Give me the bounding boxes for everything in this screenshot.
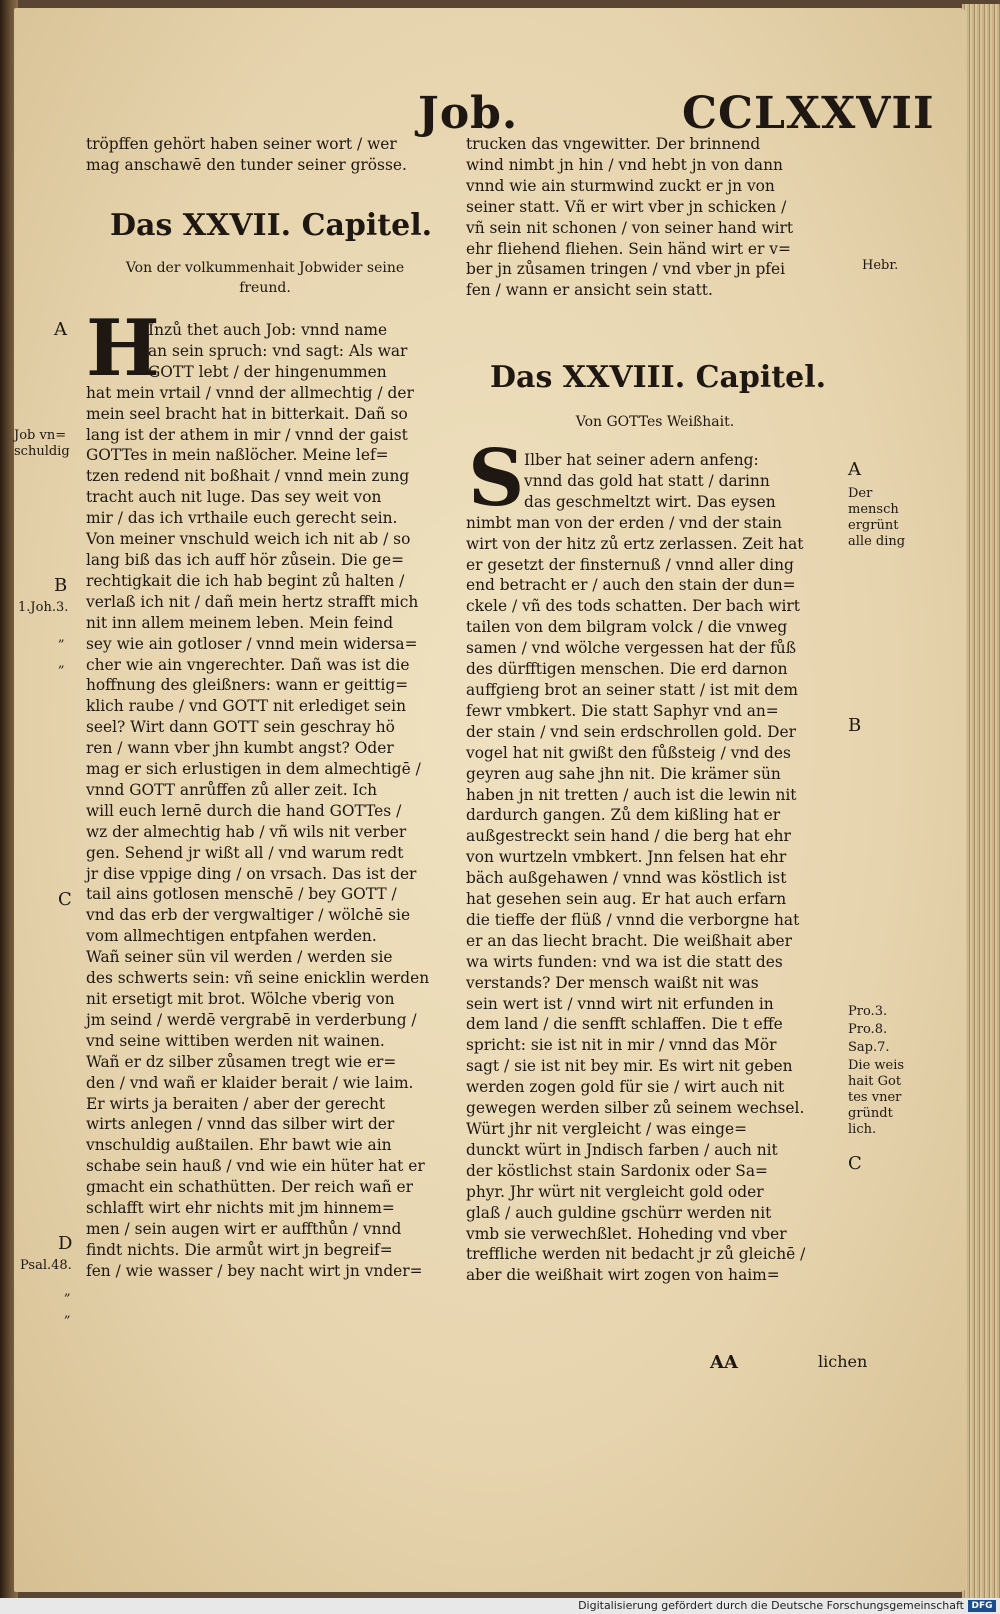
folio-number: CCLXXVII [682,88,935,139]
text-line: mag anschawē den tunder seiner grösse. [86,155,407,174]
text-line: rechtigkait die ich hab begint zů halten / [86,571,405,590]
text-line: Wañ seiner sün vil werden / werden sie [86,948,393,967]
chapter-27-heading: Das XXVII. Capitel. [110,208,433,243]
text-line: vmb sie verwechßlet. Hoheding vnd vber [466,1224,787,1243]
chapter-28-text [466,450,805,1286]
text-line: ber jn zůsamen tringen / vnd vber jn pfei [466,260,786,279]
text-line: gen. Sehend jr wißt all / vnd warum redt [86,843,404,862]
text-line: findt nichts. Die armůt wirt jn begreif= [86,1240,393,1259]
text-line: an sein spruch: vnd sagt: Als war [148,341,408,360]
running-head-title: Job. [418,88,519,139]
margin-letter-c-right: C [848,1153,862,1174]
text-line: geyren aug sahe jhn nit. Die krämer sün [466,764,781,783]
text-line: wind nimbt jn hin / vnd hebt jn von dann [466,155,783,174]
text-line: vnschuldig außtailen. Ehr bawt wie ain [86,1136,392,1155]
text-line: dunckt würt in Jndisch farben / auch nit [466,1140,778,1159]
page-edges [962,4,1000,1598]
text-line: ckele / vñ des tods schatten. Der bach wirt [466,597,800,616]
text-line: tzen redend nit boßhait / vnnd mein zung [86,467,410,486]
text-line: Würt jhr nit vergleicht / was einge= [466,1120,747,1138]
text-line: der köstlichst stain Sardonix oder Sa= [466,1161,768,1180]
text-line: wirts anlegen / vnnd das silber wirt der [86,1115,395,1134]
text-line: sey wie ain gotloser / vnnd mein widersa= [86,634,418,653]
text-line: der stain / vnd sein erdschrollen gold. Der [466,722,796,741]
text-line: er an das liecht bracht. Die weißhait aber [466,931,792,950]
text-line: verstands? Der mensch waißt nit was [466,973,759,992]
text-line: lang biß das ich auff hör zůsein. Die ge= [86,550,404,569]
chapter-28-heading: Das XXVIII. Capitel. [490,360,827,395]
text-line: vnd das erb der vergwaltiger / wölchē sie [86,906,411,925]
text-line: fewr vmbkert. Die statt Saphyr vnd an= [466,701,779,720]
signature-mark: AA [710,1352,738,1373]
text-line: treffliche werden nit bedacht jr zů gleichē / [466,1245,806,1264]
summary-line: wider seine freund. [239,260,405,296]
text-line: dem land / die senfft schlaffen. Die t effe [466,1015,783,1034]
margin-note-job-unschuldig: Job vn= schuldig [14,428,70,459]
margin-quote-mark: „ [64,1284,71,1299]
text-line: mir / das ich vrthaile euch gerecht sein. [86,509,398,528]
text-line: end betracht er / auch den stain der dun= [466,576,796,595]
text-line: tailen von dem bilgram volck / die vnweg [466,618,788,637]
margin-ref-psal: Psal.48. [20,1258,72,1273]
chapter-27-text [86,320,429,1282]
chapter-28-summary [500,412,810,432]
margin-note-weishait: Die weis hait Got tes vner gründt lich. [848,1058,905,1137]
text-line: fen / wann er ansicht sein statt. [466,281,713,300]
text-line: bäch außgehawen / vnnd was köstlich ist [466,869,787,888]
text-line: nit ersetigt mit brot. Wölche vberig von [86,990,395,1008]
margin-ref-pro-8: Pro.8. [848,1022,888,1037]
text-line: des schwerts sein: vñ seine enicklin werden [86,969,430,988]
margin-letter-b: B [54,575,68,596]
text-line: vnnd wie ain sturmwind zuckt er jn von [466,176,775,195]
text-line: tröpffen gehört haben seiner wort / wer [86,135,397,153]
text-line: hat mein vrtail / vnnd der allmechtig / der [86,383,414,402]
dfg-logo: DFG [968,1600,996,1612]
text-line: aber die weißhait wirt zogen von haim= [466,1266,780,1285]
text-line: klich raube / vnd GOTT nit erlediget sein [86,697,407,716]
text-line: vñ sein nit schonen / von seiner hand wirt [466,218,794,237]
text-line: GOTTes in mein naßlöcher. Meine lef= [86,446,389,465]
text-line: sagt / sie ist nit bey mir. Es wirt nit geben [466,1057,793,1076]
text-line: mein seel bracht hat in bitterkait. Dañ so [86,404,408,423]
text-line: haben jn nit tretten / auch ist die lewin nit [466,785,797,804]
text-line: Inzů thet auch Job: vnnd name [148,321,388,339]
text-line: glaß / auch guldine gschürr werden nit [466,1203,772,1222]
text-line: Von meiner vnschuld weich ich nit ab / so [86,530,411,549]
catchword: lichen [818,1352,868,1371]
text-line: gmacht ein schathütten. Der reich wañ er [86,1178,413,1197]
text-line: jr dise vppige ding / on vrsach. Das ist der [86,864,417,883]
text-line: Er wirts ja beraiten / aber der gerecht [86,1094,386,1113]
text-line: GOTT lebt / der hingenummen [148,362,387,381]
text-line: wa wirts funden: vnd wa ist die statt des [466,952,783,971]
text-line: lang ist der athem in mir / vnnd der gaist [86,425,408,444]
text-line: das geschmeltzt wirt. Das eysen [524,492,776,511]
text-line: ren / wann vber jhn kumbt angst? Oder [86,739,394,758]
margin-note-der-mensch: Der mensch ergrünt alle ding [848,486,906,549]
text-line: außgestreckt sein hand / die berg hat ehr [466,827,791,846]
text-line: werden zogen gold für sie / wirt auch nit [466,1078,785,1097]
margin-quote-mark: „ [58,656,65,671]
text-line: seel? Wirt dann GOTT sein geschray hö [86,718,395,737]
text-line: hoffnung des gleißners: wann er geittig= [86,676,409,695]
text-line: ehr fliehend fliehen. Sein händ wirt er v= [466,239,791,258]
margin-ref-sap-7: Sap.7. [848,1040,890,1055]
summary-line: Von GOTTes Weißhait. [575,414,735,430]
text-line: trucken das vngewitter. Der brinnend [466,135,761,153]
summary-line: Von der volkummenhait Job [125,260,323,276]
text-line: Ilber hat seiner adern anfeng: [524,451,759,469]
text-line: schabe sein hauß / vnd wie ein hüter hat er [86,1157,425,1176]
margin-letter-a-right: A [848,459,861,480]
text-line: vogel hat nit gwißt den fůßsteig / vnd des [466,743,791,762]
text-line: er gesetzt der finsternuß / vnnd aller ding [466,555,794,574]
text-line: wz der almechtig hab / vñ wils nit verber [86,822,407,841]
text-line: mag er sich erlustigen in dem almechtigē / [86,760,421,779]
text-line: spricht: sie ist nit in mir / vnnd das Mör [466,1036,777,1055]
text-line: Wañ er dz silber zůsamen tregt wie er= [86,1052,397,1071]
text-line: verlaß ich nit / dañ mein hertz strafft mich [86,592,419,611]
text-line: dardurch gangen. Zů dem kißling hat er [466,806,781,825]
text-line: schlafft wirt ehr nichts mit jm hinnem= [86,1199,395,1218]
text-line: vom allmechtigen entpfahen werden. [86,927,377,946]
margin-ref-pro-3: Pro.3. [848,1004,888,1019]
margin-letter-b-right: B [848,715,862,736]
margin-letter-a: A [54,319,67,340]
text-line: hat gesehen sein aug. Er hat auch erfarn [466,890,787,909]
text-line: die tieffe der flüß / vnnd die verborgne hat [466,910,800,929]
right-column-top [466,134,793,301]
text-line: gewegen werden silber zů seinem wechsel. [466,1099,805,1118]
text-line: fen / wie wasser / bey nacht wirt jn vnder= [86,1261,423,1280]
margin-quote-mark: „ [64,1306,71,1321]
left-column-top [86,134,407,176]
chapter-27-summary [110,258,420,298]
margin-quote-mark: „ [58,630,65,645]
text-line: tracht auch nit luge. Das sey weit von [86,488,382,507]
text-line: vnnd GOTT anrůffen zů aller zeit. Ich [86,780,378,799]
text-line: sein wert ist / vnnd wirt nit erfunden in [466,994,774,1013]
margin-letter-d: D [58,1233,73,1254]
margin-ref-1-joh: 1.Joh.3. [18,600,69,615]
chapter-28-initial: S [468,433,525,524]
text-line: jm seind / werdē vergrabē in verderbung / [86,1010,417,1029]
text-line: auffgieng brot an seiner statt / ist mit dem [466,680,798,699]
text-line: cher wie ain vngerechter. Dañ was ist die [86,655,410,674]
text-line: tail ains gotlosen menschē / bey GOTT / [86,885,397,904]
text-line: vnnd das gold hat statt / darinn [524,471,770,490]
margin-letter-c: C [58,889,72,910]
text-line: den / vnd wañ er klaider berait / wie laim. [86,1073,414,1092]
text-line: samen / vnd wölche vergessen hat der fůß [466,639,796,658]
funding-credit: Digitalisierung gefördert durch die Deutsche Forschungsgemeinschaft [578,1599,964,1612]
text-line: seiner statt. Vñ er wirt vber jn schicken / [466,197,787,216]
text-line: men / sein augen wirt er auffthůn / vnnd [86,1219,402,1238]
text-line: will euch lernē durch die hand GOTTes / [86,801,402,820]
text-line: phyr. Jhr würt nit vergleicht gold oder [466,1182,764,1201]
chapter-27-initial: H [86,303,160,394]
text-line: vnd seine wittiben werden nit wainen. [86,1031,385,1050]
text-line: von wurtzeln vmbkert. Jnn felsen hat ehr [466,848,787,867]
text-line: nit inn allem meinem leben. Mein feind [86,613,394,632]
margin-ref-hebr: Hebr. [862,258,899,273]
text-line: nimbt man von der erden / vnd der stain [466,513,782,532]
text-line: des dürfftigen menschen. Die erd darnon [466,660,788,679]
text-line: wirt von der hitz zů ertz zerlassen. Zeit hat [466,534,804,553]
